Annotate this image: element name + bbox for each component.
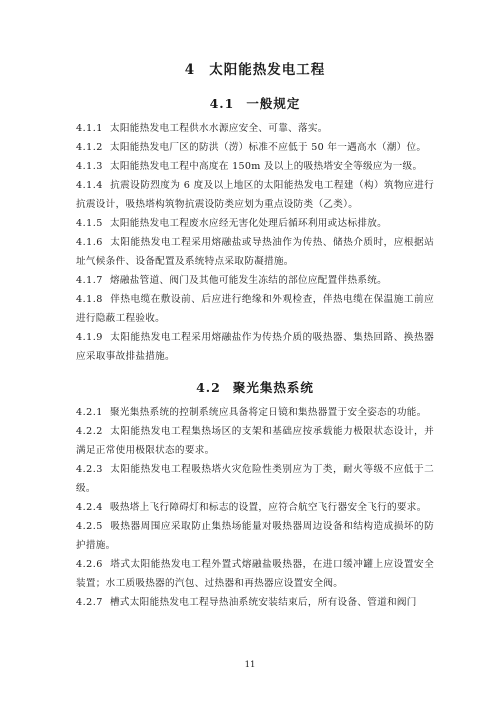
clause-text: 太阳能热发电工程采用熔融盐作为传热介质的吸热器、集热回路、换热器应采取事故排盐措施。 bbox=[76, 332, 434, 362]
clause-text: 熔融盐管道、阀门及其他可能发生冻结的部位应配置伴热系统。 bbox=[110, 275, 388, 286]
clause bbox=[76, 290, 434, 328]
clause bbox=[76, 517, 434, 555]
clause-number: 4.2.3 bbox=[76, 464, 103, 475]
clause-text: 太阳能热发电工程供水水源应安全、可靠、落实。 bbox=[110, 123, 328, 134]
clause-text: 聚光集热系统的控制系统应具备将定日镜和集热器置于安全姿态的功能。 bbox=[110, 407, 427, 418]
section-number: 4.1 bbox=[209, 96, 235, 111]
clause-text: 槽式太阳能热发电工程导热油系统安装结束后，所有设备、管道和阀门 bbox=[110, 597, 417, 608]
clause-number: 4.1.7 bbox=[76, 275, 103, 286]
clause-text: 太阳能热发电工程中高度在 150m 及以上的吸热塔安全等级应为一级。 bbox=[110, 161, 423, 172]
section-title bbox=[76, 94, 434, 112]
clause-number: 4.1.3 bbox=[76, 161, 103, 172]
clause-number: 4.2.5 bbox=[76, 521, 103, 532]
clause bbox=[76, 555, 434, 593]
clause-text: 吸热塔上飞行障碍灯和标志的设置，应符合航空飞行器安全飞行的要求。 bbox=[110, 502, 427, 513]
clause-number: 4.2.4 bbox=[76, 502, 103, 513]
clause-text: 太阳能热发电工程集热场区的支架和基础应按承载能力极限状态设计，并满足正常使用极限状态的要求。 bbox=[76, 426, 434, 456]
clause bbox=[76, 271, 434, 290]
clause bbox=[76, 498, 434, 517]
clause-number: 4.1.2 bbox=[76, 142, 103, 153]
clause-text: 塔式太阳能热发电工程外置式熔融盐吸热器，在进口缓冲罐上应设置安全装置；水工质吸热器的汽包、过热器和再热器应设置安全阀。 bbox=[76, 559, 434, 589]
clause bbox=[76, 328, 434, 366]
clause bbox=[76, 138, 434, 157]
clause-text: 太阳能热发电厂区的防洪（涝）标准不应低于 50 年一遇高水（潮）位。 bbox=[110, 142, 427, 153]
clause bbox=[76, 593, 434, 612]
section-number: 4.2 bbox=[196, 380, 221, 395]
clause-number: 4.1.1 bbox=[76, 123, 103, 134]
clause bbox=[76, 422, 434, 460]
clause-text: 太阳能热发电工程吸热塔火灾危险性类别应为丁类，耐火等级不应低于二级。 bbox=[76, 464, 434, 494]
clause-number: 4.2.6 bbox=[76, 559, 103, 570]
clause-number: 4.1.6 bbox=[76, 237, 103, 248]
clause bbox=[76, 119, 434, 138]
clause bbox=[76, 403, 434, 422]
clause-number: 4.1.4 bbox=[76, 180, 103, 191]
section-title bbox=[76, 378, 434, 396]
clause bbox=[76, 233, 434, 271]
clause bbox=[76, 176, 434, 214]
clause-number: 4.2.2 bbox=[76, 426, 103, 437]
clause-number: 4.2.1 bbox=[76, 407, 103, 418]
clause bbox=[76, 214, 434, 233]
clause-text: 太阳能热发电工程采用熔融盐或导热油作为传热、储热介质时，应根据站址气候条件、设备配置及系统特点采取防凝措施。 bbox=[76, 237, 434, 267]
clause bbox=[76, 157, 434, 176]
section-title-text: 一般规定 bbox=[246, 96, 301, 111]
chapter-title bbox=[76, 58, 434, 78]
clause-number: 4.1.5 bbox=[76, 218, 103, 229]
clause bbox=[76, 460, 434, 498]
clause-number: 4.2.7 bbox=[76, 597, 103, 608]
clause-text: 伴热电缆在敷设前、后应进行绝缘和外观检查，伴热电缆在保温施工前应进行隐蔽工程验收。 bbox=[76, 294, 434, 324]
clause-number: 4.1.9 bbox=[76, 332, 103, 343]
clause-text: 太阳能热发电工程废水应经无害化处理后循环利用或达标排放。 bbox=[110, 218, 388, 229]
section-title-text: 聚光集热系统 bbox=[232, 380, 314, 395]
chapter-number: 4 bbox=[184, 62, 196, 78]
page-number: 11 bbox=[244, 660, 256, 670]
sections-container bbox=[76, 94, 434, 612]
clause-text: 吸热器周围应采取防止集热场能量对吸热器周边设备和结构造成损坏的防护措施。 bbox=[76, 521, 434, 551]
chapter-title-text: 太阳能热发电工程 bbox=[209, 62, 326, 78]
clause-number: 4.1.8 bbox=[76, 294, 103, 305]
clause-text: 抗震设防烈度为 6 度及以上地区的太阳能热发电工程建（构）筑物应进行抗震设计，吸热塔构筑物抗震设防类应划为重点设防类（乙类）。 bbox=[76, 180, 434, 210]
